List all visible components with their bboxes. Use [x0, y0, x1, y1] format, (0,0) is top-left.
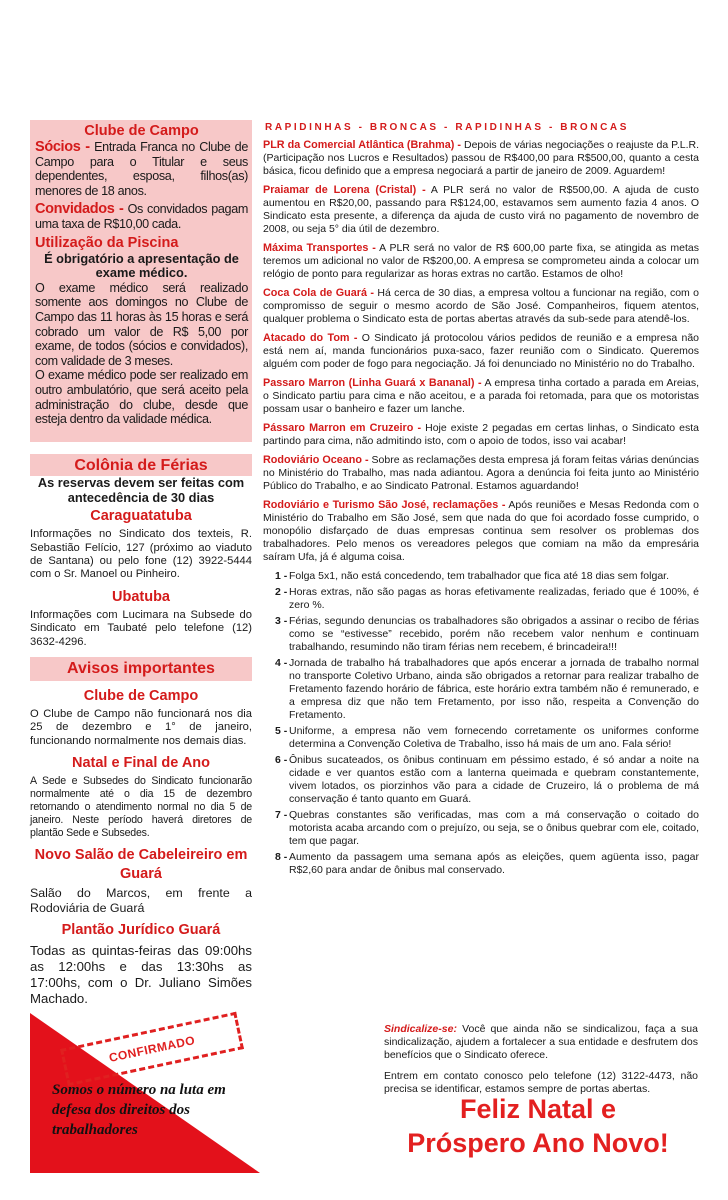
convidados-label: Convidados -	[35, 201, 124, 218]
list-item	[275, 725, 699, 751]
list-item	[275, 754, 699, 806]
natal-text: A Sede e Subsedes do Sindicato funcionarão normalmente até o dia 15 de dezembro retornando o atendimento normal no dia 5 de janeiro. Neste período haverá diretores de plantão Sede e Subsedes.	[30, 775, 252, 840]
convidados-paragraph	[35, 202, 248, 231]
list-text: Jornada de trabalho há trabalhadores que após encerar a jornada de trabalho normal no transporte Coletivo Urbano, ainda são obrigados a retornar para realizar trabalho de Fretamento fazendo horário de fábrica, este horário extra também não é remunerado, e a empresa diz que não tem Fretamento, por isso não, respeita a Convenção do Fretamento.	[289, 657, 699, 721]
list-number: 7 -	[275, 809, 288, 821]
plantao-title: Plantão Jurídico Guará	[61, 922, 221, 939]
ubatuba-title: Ubatuba	[112, 588, 170, 605]
salao-title: Novo Salão de Cabeleireiro em Guará	[34, 847, 248, 883]
rapidinha-label: Atacado do Tom -	[263, 332, 358, 344]
rapidinha-text: Sobre as reclamações desta empresa já foram feitas várias denúncias no Ministério do Trabalho, mas nada adiantou. Agora a denúncia foi feita junto ao Ministério Público do Trabalho, e ao Sindicato Patronal. Estamos aguardando!	[263, 454, 699, 492]
right-column	[263, 121, 699, 880]
rapidinha-label: Pássaro Marron em Cruzeiro -	[263, 422, 422, 434]
list-item	[275, 809, 699, 848]
rapidinha-item	[263, 139, 699, 178]
ubatuba-text: Informações com Lucimara na Subsede do Sindicato em Taubaté pelo telefone (12) 3632-4296.	[30, 608, 252, 648]
list-number: 1 -	[275, 570, 288, 582]
list-number: 8 -	[275, 851, 288, 863]
list-text: Aumento da passagem uma semana após as eleições, quem agüenta isso, pagar R$2,60 para andar de ônibus mal conservado.	[289, 851, 699, 876]
rapidinhas-header: RAPIDINHAS - BRONCAS - RAPIDINHAS - BRONCAS	[265, 122, 630, 133]
rapidinha-label: Passaro Marron (Linha Guará x Bananal) -	[263, 377, 482, 389]
rapidinha-label: PLR da Comercial Atlântica (Brahma) -	[263, 139, 461, 151]
rapidinha-item	[263, 454, 699, 493]
rapidinha-item	[263, 242, 699, 281]
list-number: 2 -	[275, 586, 288, 598]
piscina-title: Utilização da Piscina	[35, 234, 179, 251]
socios-text: Entrada Franca no Clube de Campo para o Titular e seus dependentes, esposa, filhos(as) menores de 18 anos.	[35, 140, 248, 198]
rapidinhas-items	[263, 139, 699, 564]
rapidinha-text: Hoje existe 2 pegadas em certas linhas, o Sindicato esta partindo para cima, não admitindo isto, com o apoio de todos, isso vai acabar!	[263, 422, 699, 447]
rapidinha-text: O Sindicato já protocolou vários pedidos de reunião e a empresa não está nem aí, manda funcionários puxa-saco, fazer reunião com o Sindicato. Queremos alguém com poder de fogo para negociação. Já foi denunciado no Ministério no do Trabalho.	[263, 332, 700, 370]
list-item	[275, 586, 699, 612]
list-text: Horas extras, não são pagas as horas efetivamente realizadas, feriado que é 100%, é zero %.	[289, 586, 699, 611]
colonia-reservas: As reservas devem ser feitas com antecedência de 30 dias	[37, 475, 245, 505]
list-item	[275, 657, 699, 722]
rapidinha-item	[263, 332, 699, 371]
list-number: 4 -	[275, 657, 288, 669]
socios-paragraph	[35, 140, 248, 198]
plantao-text: Todas as quintas-feiras das 09:00hs as 12:00hs e das 13:30hs as 17:00hs, com o Dr. Juliano Simões Machado.	[30, 943, 252, 1007]
rapidinha-text: A empresa tinha cortado a parada em Areias, o Sindicato partiu para cima e não aceitou, e a parada foi retomada, para que os motoristas possam usar o banheiro e fazer um lanche.	[263, 377, 699, 415]
slogan-text: Somos o número na luta em defesa dos direitos dos trabalhadores	[52, 1082, 226, 1138]
rapidinha-label: Rodoviário Oceano -	[263, 454, 369, 466]
aviso-clube-title: Clube de Campo	[83, 688, 199, 705]
salao-text: Salão do Marcos, em frente a Rodoviária de Guará	[30, 886, 252, 916]
numbered-complaints-list	[275, 570, 699, 877]
contato-paragraph: Entrem em contato conosco pelo telefone (12) 3122-4473, não precisa se identificar, estamos sempre de portas abertas.	[384, 1070, 698, 1095]
colonia-header	[30, 454, 252, 476]
rapidinha-label: Praiamar de Lorena (Cristal) -	[263, 184, 426, 196]
sindicalize-label: Sindicalize-se:	[384, 1023, 457, 1035]
rapidinha-item	[263, 184, 699, 236]
caragua-title: Caraguatatuba	[90, 508, 192, 525]
rapidinha-text: A PLR será no valor de R$ 600,00 parte fixa, se atingida as metas teremos um adicional no valor de R$200,00. A empresa se comprometeu ainda a colocar um relógio de ponto para regularizar as horas extras no cartão. Estamos de olho!	[263, 242, 699, 280]
piscina-text1: O exame médico será realizado somente aos domingos no Clube de Campo das 11 horas às 15 horas e será cobrado um valor de R$ 5,00 por exame, de todos (sócios e convidados), com validade de 3 meses.	[35, 280, 248, 368]
christmas-greeting	[373, 1092, 703, 1160]
rapidinha-item	[263, 287, 699, 326]
xmas-line2: Próspero Ano Novo!	[407, 1128, 669, 1158]
clube-de-campo-box	[30, 120, 252, 442]
avisos-header	[30, 657, 252, 681]
list-number: 6 -	[275, 754, 288, 766]
caragua-text: Informações no Sindicato dos texteis, R. Sebastião Felício, 127 (próximo ao viaduto de Santana) ou pelo fone (12) 3922-5444 com o Sr. Manoel ou Pinheiro.	[30, 528, 252, 581]
socios-label: Sócios -	[35, 139, 90, 155]
list-item	[275, 615, 699, 654]
list-text: Uniforme, a empresa não vem fornecendo corretamente os uniformes conforme determina a Convenção Coletiva de Trabalho, isso há mais de um ano. Fala sério!	[289, 725, 699, 750]
rapidinha-label: Máxima Transportes -	[263, 242, 376, 254]
list-number: 3 -	[275, 615, 288, 627]
piscina-bold: É obrigatório a apresentação de exame médico.	[44, 250, 239, 281]
list-number: 5 -	[275, 725, 288, 737]
list-text: Ônibus sucateados, os ônibus continuam em péssimo estado, é só andar a noite na cidade e ver quantos estão com a lanterna queimada e quebram constantemente, vivem lotados, os piorzinhos vão para a cidade de Cruzeiro, lá o problema de má conservação é tanto quanto em Guará.	[289, 754, 699, 805]
stamp-text: CONFIRMADO	[107, 1033, 197, 1065]
rapidinha-item	[263, 499, 699, 564]
rapidinha-item	[263, 377, 699, 416]
rapidinha-label: Rodoviário e Turismo São José, reclamações -	[263, 499, 506, 511]
rapidinha-item	[263, 422, 699, 448]
clube-title: Clube de Campo	[84, 123, 199, 139]
sindicalize-paragraph	[384, 1023, 698, 1062]
left-column	[30, 120, 252, 1007]
rapidinha-text: Após reuniões e Mesas Redonda com o Ministério do Trabalho em São José, sem que nada do que foi acordado fosse cumprido, o monopólio disfarçado de duas empresas continua sem resolver os problemas dos trabalhadores. Pelo menos os vereadores pelegos que comiam na mão da empresária saíram Ufa, já é alguma coisa.	[263, 499, 699, 563]
rapidinha-label: Coca Cola de Guará -	[263, 287, 374, 299]
list-text: Férias, segundo denuncias os trabalhadores são obrigados a assinar o recibo de férias como se “estivesse” recebido, porém não recebem valor nenhum e continuam trabalhando, resumindo não tiram férias nem recebem, é brincadeira!!!	[289, 615, 699, 653]
sindicalize-text: Você que ainda não se sindicalizou, faça a sua sindicalização, ajudem a fortalecer a sua entidade e desfrutem dos benefícios que o Sindicato oferece.	[384, 1023, 698, 1061]
list-text: Folga 5x1, não está concedendo, tem trabalhador que fica até 18 dias sem folgar.	[289, 570, 669, 582]
rapidinha-text: Depois de várias negociações o reajuste da P.L.R. (Participação nos Lucros e Resultados) passou de R$400,00 para R$500,00, quanto a cesta básica, ficou definido que a empresa negociará a partir de janeiro de 2009. Aguardem!	[263, 139, 699, 177]
convidados-text: Os convidados pagam uma taxa de R$10,00 cada.	[35, 202, 249, 231]
xmas-line1: Feliz Natal e	[459, 1094, 617, 1124]
rapidinha-text: A PLR será no valor de R$500,00. A ajuda de custo aumentou en R$20,00, passando para R$124,00, estavamos sem aumento fazia 4 anos. O Sindicato esta presente, a diferença da ajuda de custo virá no pagamento de novembro de 2008, ou seja 5° dia útil de dezembro.	[263, 184, 699, 235]
list-item	[275, 851, 699, 877]
list-text: Quebras constantes são verificadas, mas com a má conservação o coitado do motorista acaba arcando com o prejuízo, ou seja, se o ônibus quebrar com ele, coitado, tem que pagar.	[289, 809, 699, 847]
rapidinha-text: Há cerca de 30 dias, a empresa voltou a funcionar na região, com o compromisso de seguir o mesmo acordo de São José. Companheiros, fiquem atentos, qualquer problema o Sindicato esta de portas abertas através da sub-sede para atendê-los.	[263, 287, 699, 325]
natal-title: Natal e Final de Ano	[71, 755, 211, 772]
aviso-clube-text: O Clube de Campo não funcionará nos dia 25 de dezembro e 1° de janeiro, funcionando normalmente nos demais dias.	[30, 708, 252, 747]
colonia-title: Colônia de Férias	[74, 457, 208, 474]
avisos-title: Avisos importantes	[67, 660, 215, 678]
piscina-text2: O exame médico pode ser realizado em outro ambulatório, que será aceito pela administração do clube, desde que esteja dentro da validade médica.	[35, 368, 248, 427]
list-item	[275, 570, 699, 583]
